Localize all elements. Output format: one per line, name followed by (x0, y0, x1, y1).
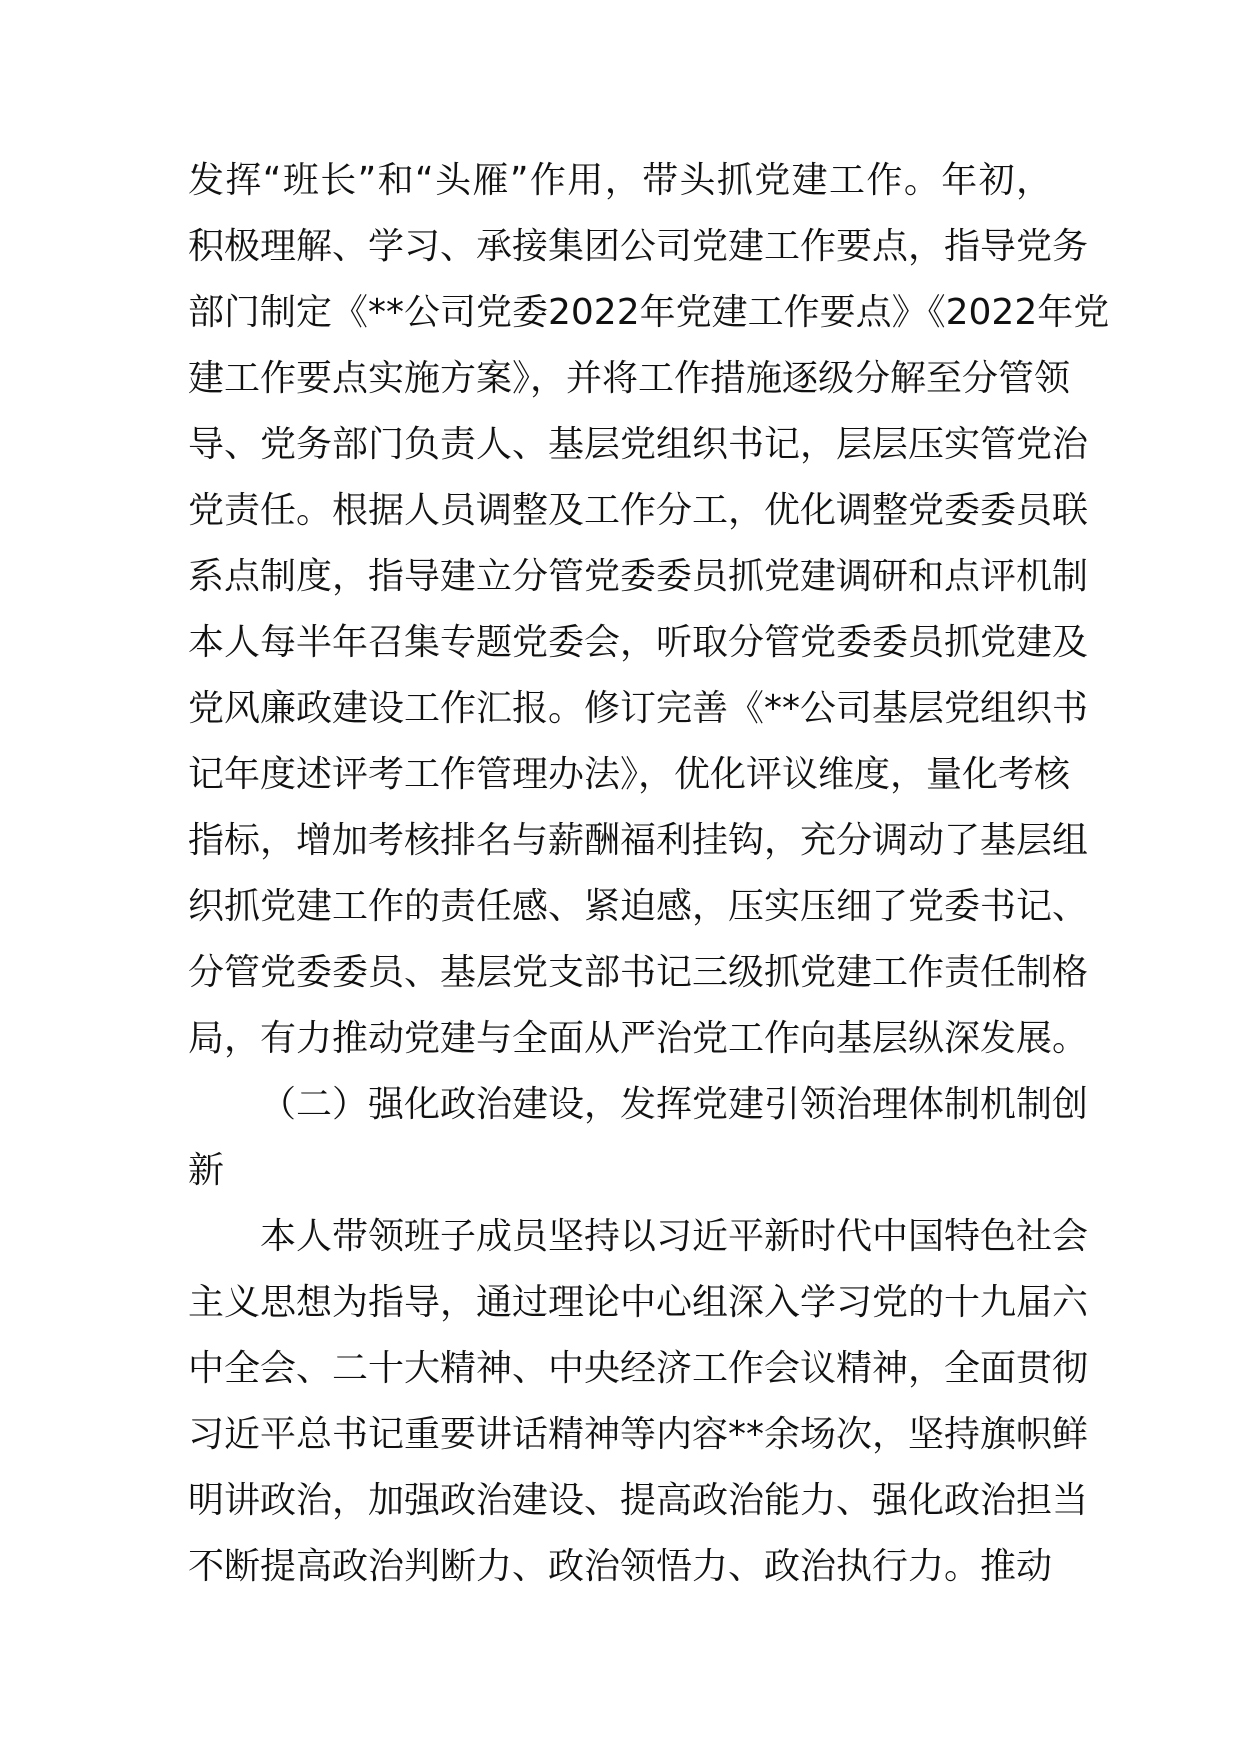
paragraph1-line: 系点制度，指导建立分管党委委员抓党建调研和点评机制 (188, 556, 1089, 597)
document-body (188, 148, 1110, 1600)
paragraph1-line: 党风廉政建设工作汇报。修订完善《**公司基层党组织书 (188, 688, 1089, 729)
paragraph1-line: 导、党务部门负责人、基层党组织书记，层层压实管党治 (188, 424, 1089, 465)
paragraph2-line: 习近平总书记重要讲话精神等内容**余场次，坚持旗帜鲜 (188, 1414, 1089, 1455)
paragraph1-line: 局，有力推动党建与全面从严治党工作向基层纵深发展。 (188, 1018, 1089, 1059)
paragraph1-line: 部门制定《**公司党委2022年党建工作要点》《2022年党 (188, 292, 1110, 333)
paragraph1-line: 建工作要点实施方案》，并将工作措施逐级分解至分管领 (188, 358, 1071, 399)
paragraph2-line: 明讲政治，加强政治建设、提高政治能力、强化政治担当 (188, 1480, 1089, 1521)
paragraph1-line: 记年度述评考工作管理办法》，优化评议维度，量化考核 (188, 754, 1071, 795)
paragraph1-line: 本人每半年召集专题党委会，听取分管党委委员抓党建及 (188, 622, 1089, 663)
paragraph1-line: 指标，增加考核排名与薪酬福利挂钩，充分调动了基层组 (188, 820, 1089, 861)
paragraph2-line: 本人带领班子成员坚持以习近平新时代中国特色社会 (188, 1216, 1089, 1257)
section-heading: （二）强化政治建设，发挥党建引领治理体制机制创 (260, 1084, 1089, 1125)
paragraph1-line: 织抓党建工作的责任感、紧迫感，压实压细了党委书记、 (188, 886, 1089, 927)
paragraph2-line: 不断提高政治判断力、政治领悟力、政治执行力。推动 (188, 1546, 1053, 1587)
section-heading-continuation: 新 (188, 1150, 225, 1191)
paragraph1-line: 分管党委委员、基层党支部书记三级抓党建工作责任制格 (188, 952, 1089, 993)
paragraph1-line: 党责任。根据人员调整及工作分工，优化调整党委委员联 (188, 490, 1089, 531)
paragraph1-line: 发挥“班长”和“头雁”作用，带头抓党建工作。年初， (188, 160, 1052, 201)
paragraph1-line: 积极理解、学习、承接集团公司党建工作要点，指导党务 (188, 226, 1089, 267)
paragraph2-line: 主义思想为指导，通过理论中心组深入学习党的十九届六 (188, 1282, 1089, 1323)
paragraph2-line: 中全会、二十大精神、中央经济工作会议精神，全面贯彻 (188, 1348, 1089, 1389)
